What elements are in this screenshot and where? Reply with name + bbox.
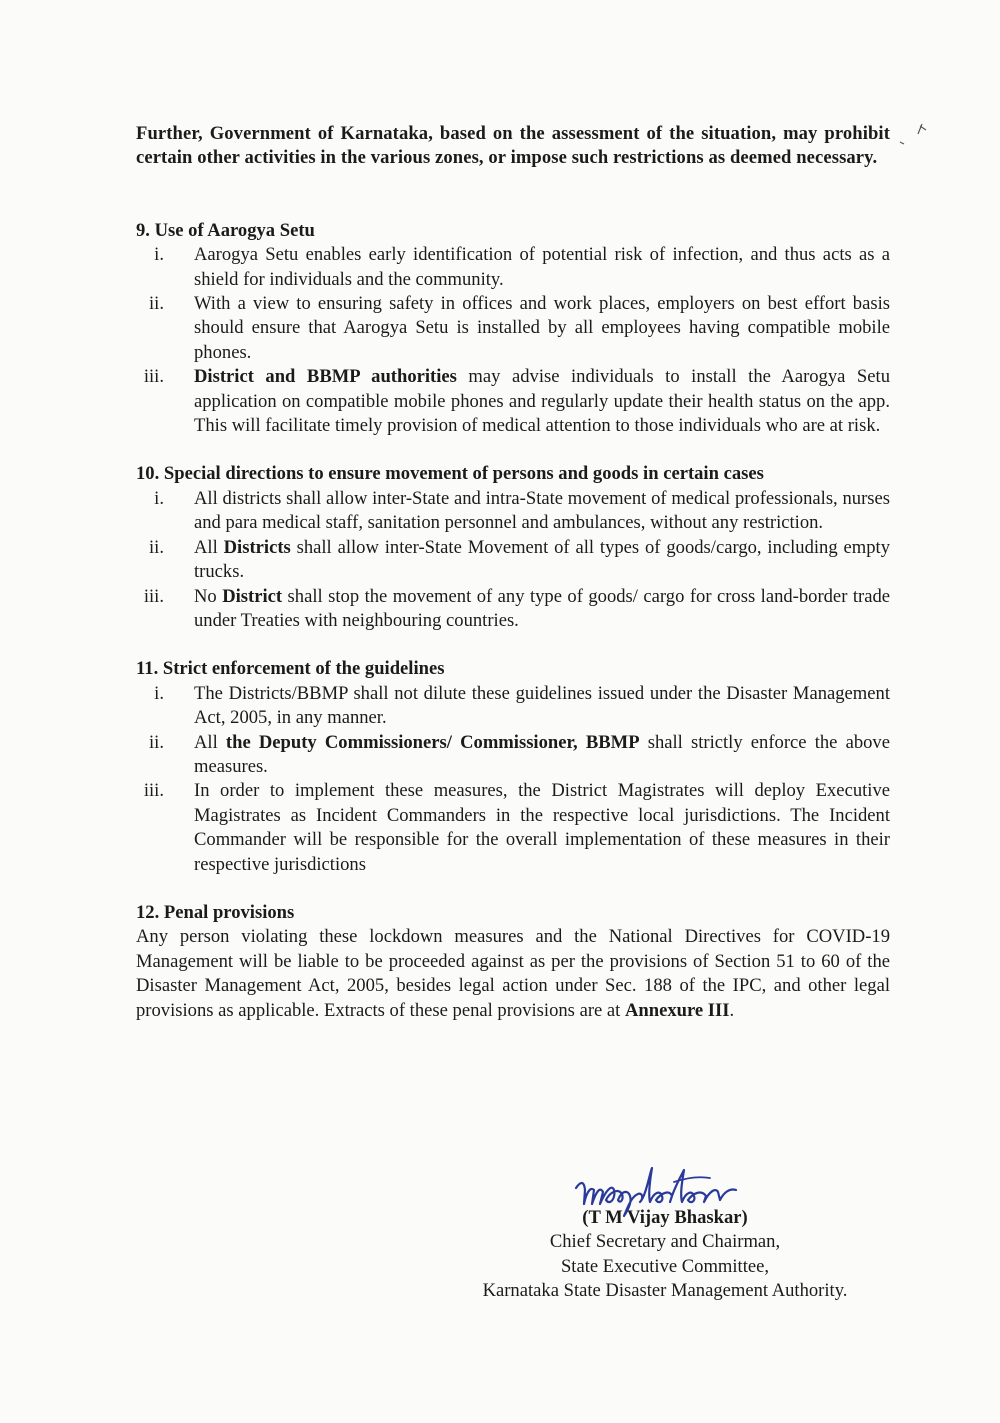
- item-body: may advise individuals to install the Aarogya Setu application on compatible mobile phones and regularly update their health status on the app. This will facilitate timely provision of medical attention to those individuals who are at risk.: [194, 366, 890, 437]
- penal-text: Any person violating these lockdown measures and the National Directives for COVID-19 Management will be liable to be proceeded against as per the provisions of Section 51 to 60 of the Disaster Management Act, 2005, besides legal action under Sec. 188 of the IPC, and other legal provisions as applicable. Extracts of these penal provisions are at: [136, 926, 890, 1021]
- section-item-list: [136, 682, 890, 877]
- item-text: [194, 585, 890, 634]
- item-text: [194, 682, 890, 731]
- item-body: Aarogya Setu enables early identification of potential risk of infection, and thus acts as a shield for individuals and the community.: [194, 244, 890, 290]
- item-pre: All: [194, 536, 224, 558]
- section-item-list: [136, 487, 890, 633]
- list-item: [136, 779, 890, 877]
- item-text: [194, 536, 890, 585]
- list-item: [136, 365, 890, 438]
- item-bold: Districts: [223, 536, 291, 558]
- item-number: iii.: [143, 780, 164, 802]
- list-item: [136, 243, 890, 292]
- item-text: [194, 487, 890, 536]
- list-item: [136, 585, 890, 634]
- signature-block: [0, 1160, 1000, 1320]
- item-body: shall allow inter-State Movement of all types of goods/cargo, including empty trucks.: [194, 536, 890, 583]
- item-text: [194, 731, 890, 780]
- annexure-reference: Annexure III: [624, 999, 730, 1021]
- item-body: shall stop the movement of any type of goods/ cargo for cross land-border trade under Treaties with neighbouring countries.: [194, 585, 890, 631]
- signatory-committee: State Executive Committee,: [560, 1255, 770, 1277]
- item-bold-lead: District and BBMP authorities: [194, 366, 457, 388]
- item-number: i.: [154, 244, 164, 266]
- scan-speck-mark: [892, 120, 932, 160]
- list-item: [136, 292, 890, 365]
- section-item-list: [136, 243, 890, 438]
- item-body: shall strictly enforce the above measures.: [194, 731, 890, 777]
- section-heading: 12. Penal provisions: [136, 901, 295, 923]
- item-text: [194, 292, 890, 365]
- item-body: The Districts/BBMP shall not dilute these guidelines issued under the Disaster Management Act, 2005, in any manner.: [194, 682, 890, 729]
- signatory-title: Chief Secretary and Chairman,: [549, 1231, 781, 1253]
- list-item: [136, 536, 890, 585]
- section-penal-provisions: [136, 901, 890, 1023]
- intro-paragraph: Further, Government of Karnataka, based on the assessment of the situation, may prohibit certain other activities in the various zones, or impose such restrictions as deemed necessary.: [136, 123, 890, 169]
- item-pre: No: [194, 585, 223, 607]
- item-number: i.: [154, 487, 164, 509]
- signatory-name: (T M Vijay Bhaskar): [582, 1207, 748, 1228]
- section-special-directions: [136, 462, 890, 633]
- item-number: i.: [154, 682, 164, 704]
- section-heading: 11. Strict enforcement of the guidelines: [136, 658, 445, 680]
- section-aarogya-setu: [136, 219, 890, 439]
- item-number: iii.: [143, 585, 164, 607]
- section-heading: 9. Use of Aarogya Setu: [136, 219, 315, 241]
- item-text: [194, 243, 890, 292]
- item-text: [194, 779, 890, 877]
- penal-paragraph: [136, 925, 890, 1023]
- list-item: [136, 731, 890, 780]
- penal-text-end: .: [729, 999, 735, 1021]
- item-number: iii.: [143, 366, 164, 388]
- section-strict-enforcement: [136, 657, 890, 877]
- item-pre: All: [194, 731, 226, 753]
- signatory-authority: Karnataka State Disaster Management Authority.: [482, 1280, 848, 1302]
- signatory-details: [440, 1206, 890, 1304]
- item-body: With a view to ensuring safety in offices and work places, employers on best effort basis should ensure that Aarogya Setu is installed by all employees having compatible mobile phones.: [194, 293, 890, 363]
- item-number: ii.: [149, 293, 164, 315]
- item-bold: District: [222, 585, 283, 607]
- item-body: All districts shall allow inter-State and intra-State movement of medical professionals, nurses and para medical staff, sanitation personnel and ambulances, without any restriction.: [194, 487, 890, 534]
- item-number: ii.: [149, 731, 164, 753]
- item-text: [194, 365, 890, 438]
- item-body: In order to implement these measures, the District Magistrates will deploy Executive Magistrates as Incident Commanders in the respective local jurisdictions. The Incident Commander will be responsible for the overall implementation of these measures in their respective jurisdictions: [194, 780, 890, 875]
- document-body: [136, 122, 890, 1023]
- item-number: ii.: [149, 536, 164, 558]
- item-bold: the Deputy Commissioners/ Commissioner, BBMP: [225, 731, 640, 753]
- section-heading: 10. Special directions to ensure movement of persons and goods in certain cases: [136, 463, 764, 485]
- list-item: [136, 487, 890, 536]
- list-item: [136, 682, 890, 731]
